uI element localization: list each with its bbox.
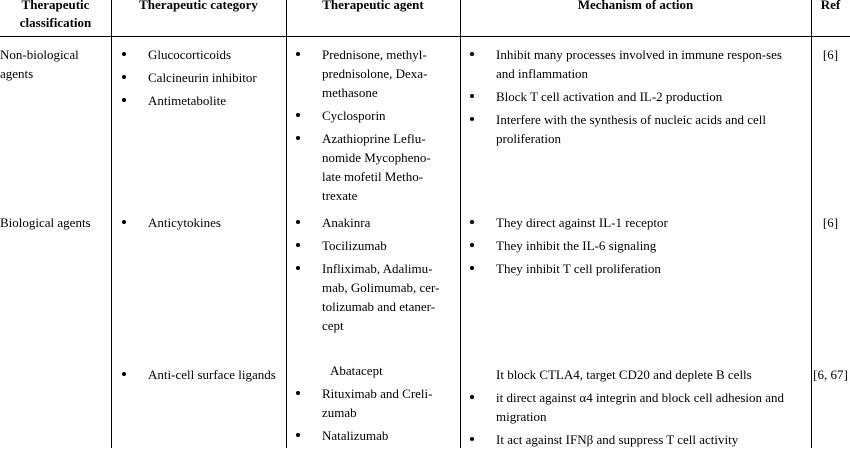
list-item: Block T cell activation and IL-2 production xyxy=(466,87,788,106)
row-ref: [6] xyxy=(822,215,839,230)
row-categories xyxy=(118,213,282,236)
list-item: They direct against IL-1 receptor xyxy=(466,213,788,232)
list-item: Anticytokines xyxy=(118,213,282,232)
row-agents xyxy=(292,213,442,339)
row-mechanisms xyxy=(466,45,788,152)
row-classification: Non-biological agents xyxy=(0,47,79,81)
list-item: They inhibit T cell proliferation xyxy=(466,259,788,278)
list-item: Calcineurin inhibitor xyxy=(118,68,282,87)
header-mechanism: Mechanism of action xyxy=(577,0,694,12)
header-category: Therapeutic category xyxy=(139,0,258,12)
list-item: Glucocorticoids xyxy=(118,45,282,64)
list-item: Inhibit many processes involved in immune respon-ses and inflammation xyxy=(466,45,788,83)
row-agents xyxy=(292,45,442,209)
list-item: Rituximab and Creli-zumab xyxy=(292,384,442,422)
row-agents xyxy=(292,361,442,449)
list-item: Cyclosporin xyxy=(292,106,442,125)
list-item: Abatacept xyxy=(330,363,383,378)
row-mechanisms xyxy=(466,365,788,453)
header-ref: Ref xyxy=(820,0,841,12)
list-item: Interfere with the synthesis of nucleic acids and cell proliferation xyxy=(466,110,788,148)
list-item: Prednisone, methyl-prednisolone, Dexa-methasone xyxy=(292,45,442,102)
list-item: Antimetabolite xyxy=(118,91,282,110)
row-ref: [6] xyxy=(822,47,839,62)
header-bottom-rule xyxy=(0,36,850,37)
column-divider xyxy=(111,0,112,448)
column-divider xyxy=(286,0,287,448)
row-ref: [6, 67] xyxy=(813,367,848,382)
list-item: Tocilizumab xyxy=(292,236,442,255)
row-mechanisms xyxy=(466,213,788,282)
list-item: They inhibit the IL-6 signaling xyxy=(466,236,788,255)
list-item: it direct against α4 integrin and block cell adhesion and migration xyxy=(466,388,788,426)
list-item: Anakinra xyxy=(292,213,442,232)
row-classification: Biological agents xyxy=(0,215,91,230)
list-item: It act against IFNβ and suppress T cell activity xyxy=(466,430,788,449)
list-item: Azathioprine Leflu-nomide Mycopheno-late mofetil Metho-trexate xyxy=(292,129,442,205)
list-item: Natalizumab xyxy=(292,426,442,445)
list-item: Anti-cell surface ligands xyxy=(118,365,282,384)
header-agent: Therapeutic agent xyxy=(322,0,424,12)
row-categories xyxy=(118,45,282,114)
column-divider xyxy=(460,0,461,448)
list-item: Infliximab, Adalimu-mab, Golimumab, cer-tolizumab and etaner-cept xyxy=(292,259,442,335)
row-categories xyxy=(118,365,282,388)
list-item: It block CTLA4, target CD20 and deplete B cells xyxy=(496,367,752,382)
header-classification: Therapeutic classification xyxy=(19,0,92,30)
